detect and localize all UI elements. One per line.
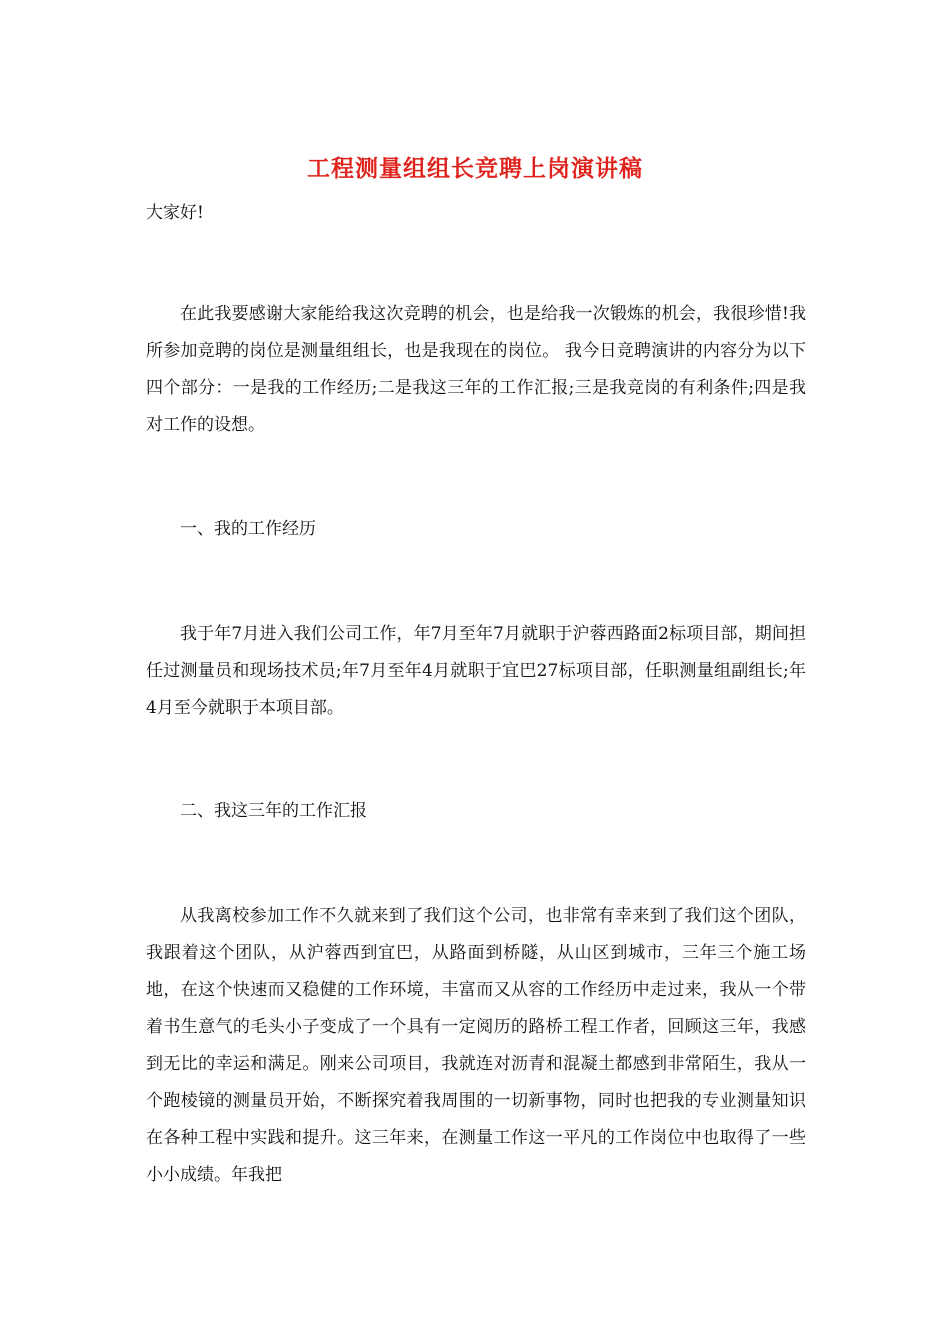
greeting: 大家好! — [146, 203, 204, 223]
section-2-paragraph: 从我离校参加工作不久就来到了我们这个公司，也非常有幸来到了我们这个团队，我跟着这个团队，从沪蓉西到宜巴，从路面到桥隧，从山区到城市，三年三个施工场地，在这个快速而又稳健的工作环境，丰富而又从容的工作经历中走过来，我从一个带着书生意气的毛头小子变成了一个具有一定阅历的路桥工程工作者，回顾这三年，我感到无比的幸运和满足。刚来公司项目，我就连对沥青和混凝土都感到非常陌生，我从一个跑棱镜的测量员开始，不断探究着我周围的一切新事物，同时也把我的专业测量知识在各种工程中实践和提升。这三年来，在测量工作这一平凡的工作岗位中也取得了一些小小成绩。年我把 — [146, 906, 806, 1185]
section-1-paragraph: 我于年7月进入我们公司工作，年7月至年7月就职于沪蓉西路面2标项目部，期间担任过测量员和现场技术员;年7月至年4月就职于宜巴27标项目部，任职测量组副组长;年4月至今就职于本项目部。 — [146, 624, 806, 718]
document-title: 工程测量组组长竞聘上岗演讲稿 — [307, 155, 643, 182]
section-2-heading: 二、我这三年的工作汇报 — [180, 801, 367, 821]
section-1-heading: 一、我的工作经历 — [180, 519, 316, 539]
intro-paragraph: 在此我要感谢大家能给我这次竞聘的机会，也是给我一次锻炼的机会，我很珍惜!我所参加竞聘的岗位是测量组组长，也是我现在的岗位。 我今日竞聘演讲的内容分为以下四个部分：一是我的工作经历;二是我这三年的工作汇报;三是我竞岗的有利条件;四是我对工作的设想。 — [146, 304, 806, 435]
